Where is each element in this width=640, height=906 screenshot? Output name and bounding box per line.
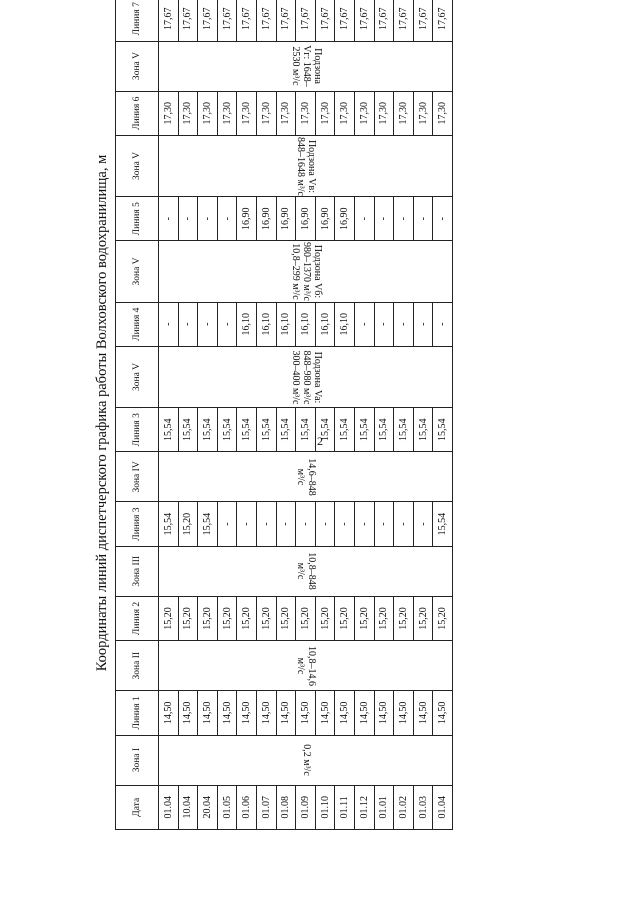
line-6-cell: 17,30 — [335, 91, 355, 135]
column-header: Линия 5 — [116, 197, 159, 241]
line-7-cell: 17,67 — [394, 0, 414, 41]
line-3a-cell: 15,20 — [178, 502, 198, 546]
line-4-cell: - — [354, 302, 374, 346]
line-3b-cell: 15,54 — [159, 408, 179, 452]
column-header: Зона V — [116, 346, 159, 407]
line-1-cell: 14,50 — [354, 691, 374, 735]
date-cell: 01.01 — [374, 785, 394, 829]
line-4-cell: - — [433, 302, 453, 346]
line-1-cell: 14,50 — [433, 691, 453, 735]
table-row — [354, 0, 374, 830]
line-4-cell: - — [159, 302, 179, 346]
line-5-cell: 16,90 — [237, 197, 257, 241]
table-row — [178, 0, 198, 830]
table-row — [374, 0, 394, 830]
date-cell: 01.02 — [394, 785, 414, 829]
date-cell: 01.10 — [315, 785, 335, 829]
line-3a-cell: - — [374, 502, 394, 546]
date-cell: 01.09 — [296, 785, 316, 829]
column-header: Линия 1 — [116, 691, 159, 735]
line-4-cell: 16,10 — [335, 302, 355, 346]
column-header: Зона V — [116, 241, 159, 302]
line-5-cell: 16,90 — [335, 197, 355, 241]
line-3b-cell: 15,54 — [256, 408, 276, 452]
rotated-content — [92, 0, 452, 830]
line-5-cell: - — [374, 197, 394, 241]
line-6-cell: 17,30 — [217, 91, 237, 135]
zone-2-cell: 10,8–14,6 м³/с — [159, 641, 453, 691]
date-cell: 10.04 — [178, 785, 198, 829]
date-cell: 01.08 — [276, 785, 296, 829]
line-3b-cell: 15,54 — [433, 408, 453, 452]
line-3a-cell: - — [217, 502, 237, 546]
line-3a-cell: - — [335, 502, 355, 546]
line-6-cell: 17,30 — [413, 91, 433, 135]
date-cell: 01.04 — [159, 785, 179, 829]
table-row — [296, 0, 316, 830]
line-2-cell: 15,20 — [178, 596, 198, 640]
line-5-cell: - — [433, 197, 453, 241]
line-6-cell: 17,30 — [159, 91, 179, 135]
table-row — [433, 0, 453, 830]
line-1-cell: 14,50 — [198, 691, 218, 735]
dispatch-schedule-table — [115, 0, 453, 830]
line-5-cell: 16,90 — [256, 197, 276, 241]
line-7-cell: 17,67 — [198, 0, 218, 41]
table-row — [198, 0, 218, 830]
line-2-cell: 15,20 — [256, 596, 276, 640]
line-7-cell: 17,67 — [413, 0, 433, 41]
line-3b-cell: 15,54 — [413, 408, 433, 452]
line-2-cell: 15,20 — [394, 596, 414, 640]
column-header: Линия 2 — [116, 596, 159, 640]
zone-5b-cell-line: 10,8–299 м³/с — [288, 243, 300, 300]
line-5-cell: 16,90 — [276, 197, 296, 241]
line-7-cell: 17,67 — [433, 0, 453, 41]
column-header: Дата — [116, 785, 159, 829]
table-row — [315, 0, 335, 830]
line-2-cell: 15,20 — [354, 596, 374, 640]
line-2-cell: 15,20 — [296, 596, 316, 640]
line-3b-cell: 15,54 — [217, 408, 237, 452]
zone-5b-cell — [159, 241, 453, 302]
table-row — [276, 0, 296, 830]
line-6-cell: 17,30 — [256, 91, 276, 135]
line-4-cell: - — [178, 302, 198, 346]
line-4-cell: 16,10 — [237, 302, 257, 346]
line-3b-cell: 15,54 — [354, 408, 374, 452]
line-4-cell: 16,10 — [315, 302, 335, 346]
line-7-cell: 17,67 — [178, 0, 198, 41]
line-5-cell: - — [217, 197, 237, 241]
column-header: Линия 3 — [116, 408, 159, 452]
line-6-cell: 17,30 — [354, 91, 374, 135]
table-row — [335, 0, 355, 830]
line-6-cell: 17,30 — [394, 91, 414, 135]
line-6-cell: 17,30 — [198, 91, 218, 135]
column-header: Линия 4 — [116, 302, 159, 346]
line-7-cell: 17,67 — [374, 0, 394, 41]
line-3b-cell: 15,54 — [394, 408, 414, 452]
column-header: Линия 6 — [116, 91, 159, 135]
line-1-cell: 14,50 — [413, 691, 433, 735]
date-cell: 01.06 — [237, 785, 257, 829]
line-1-cell: 14,50 — [296, 691, 316, 735]
line-2-cell: 15,20 — [159, 596, 179, 640]
line-3a-cell: - — [354, 502, 374, 546]
line-5-cell: - — [413, 197, 433, 241]
column-header: Зона III — [116, 546, 159, 596]
table-row — [256, 0, 276, 830]
line-6-cell: 17,30 — [296, 91, 316, 135]
line-3a-cell: - — [394, 502, 414, 546]
line-6-cell: 17,30 — [178, 91, 198, 135]
zone-5c-cell: Подзона Vв: 848–1648 м³/с — [159, 135, 453, 196]
line-3a-cell: 15,54 — [433, 502, 453, 546]
line-5-cell: - — [354, 197, 374, 241]
document-title: Координаты линий диспетчерского графика работы Волховского водохранилища, м — [94, 154, 110, 672]
line-3b-cell: 15,54 — [374, 408, 394, 452]
line-1-cell: 14,50 — [256, 691, 276, 735]
date-cell: 01.07 — [256, 785, 276, 829]
line-3a-cell: 15,54 — [198, 502, 218, 546]
line-2-cell: 15,20 — [374, 596, 394, 640]
line-2-cell: 15,20 — [335, 596, 355, 640]
line-3a-cell: - — [315, 502, 335, 546]
zone-4-cell: 14,6–848 м³/с — [159, 452, 453, 502]
line-1-cell: 14,50 — [237, 691, 257, 735]
line-2-cell: 15,20 — [315, 596, 335, 640]
zone-1-cell: 0,2 м³/с — [159, 735, 453, 785]
line-7-cell: 17,67 — [296, 0, 316, 41]
table-row — [394, 0, 414, 830]
date-cell: 20.04 — [198, 785, 218, 829]
line-5-cell: 16,90 — [315, 197, 335, 241]
zone-3-cell: 10,8–848 м³/с — [159, 546, 453, 596]
line-2-cell: 15,20 — [198, 596, 218, 640]
line-7-cell: 17,67 — [256, 0, 276, 41]
line-4-cell: - — [374, 302, 394, 346]
zone-5a-cell — [159, 346, 453, 407]
line-4-cell: - — [198, 302, 218, 346]
column-header: Зона IV — [116, 452, 159, 502]
zone-5b-cell-line: Подзона Vб: 980–1370 м³/с — [299, 241, 322, 301]
page-number: 2 — [317, 434, 323, 448]
date-cell: 01.11 — [335, 785, 355, 829]
line-1-cell: 14,50 — [159, 691, 179, 735]
line-3b-cell: 15,54 — [296, 408, 316, 452]
line-3b-cell: 15,54 — [178, 408, 198, 452]
line-7-cell: 17,67 — [217, 0, 237, 41]
line-4-cell: - — [413, 302, 433, 346]
line-3a-cell: - — [237, 502, 257, 546]
line-3b-cell: 15,54 — [335, 408, 355, 452]
line-1-cell: 14,50 — [315, 691, 335, 735]
line-3b-cell: 15,54 — [315, 408, 335, 452]
line-1-cell: 14,50 — [394, 691, 414, 735]
line-2-cell: 15,20 — [413, 596, 433, 640]
date-cell: 01.03 — [413, 785, 433, 829]
line-4-cell: 16,10 — [256, 302, 276, 346]
line-1-cell: 14,50 — [374, 691, 394, 735]
line-7-cell: 17,67 — [159, 0, 179, 41]
line-7-cell: 17,67 — [237, 0, 257, 41]
line-3b-cell: 15,54 — [276, 408, 296, 452]
line-5-cell: - — [178, 197, 198, 241]
line-6-cell: 17,30 — [276, 91, 296, 135]
zone-5a-cell-line: 300–400 м³/с — [288, 349, 300, 404]
table-row — [217, 0, 237, 830]
line-4-cell: - — [217, 302, 237, 346]
line-3a-cell: - — [276, 502, 296, 546]
line-5-cell: - — [394, 197, 414, 241]
line-1-cell: 14,50 — [335, 691, 355, 735]
line-7-cell: 17,67 — [354, 0, 374, 41]
line-2-cell: 15,20 — [237, 596, 257, 640]
column-header: Зона II — [116, 641, 159, 691]
line-1-cell: 14,50 — [217, 691, 237, 735]
line-2-cell: 15,20 — [217, 596, 237, 640]
table-row — [237, 0, 257, 830]
line-1-cell: 14,50 — [178, 691, 198, 735]
line-7-cell: 17,67 — [315, 0, 335, 41]
line-1-cell: 14,50 — [276, 691, 296, 735]
line-6-cell: 17,30 — [374, 91, 394, 135]
date-cell: 01.12 — [354, 785, 374, 829]
zone-5d-cell: Подзона Vг: 1648–2530 м³/с — [159, 41, 453, 91]
line-4-cell: - — [394, 302, 414, 346]
date-cell: 01.04 — [433, 785, 453, 829]
line-7-cell: 17,67 — [276, 0, 296, 41]
line-4-cell: 16,10 — [276, 302, 296, 346]
column-header: Зона V — [116, 41, 159, 91]
zone-5a-cell-line: Подзона Va: 848–980 м³/с — [299, 349, 322, 404]
line-5-cell: - — [159, 197, 179, 241]
line-5-cell: 16,90 — [296, 197, 316, 241]
line-3b-cell: 15,54 — [198, 408, 218, 452]
date-cell: 01.05 — [217, 785, 237, 829]
line-6-cell: 17,30 — [237, 91, 257, 135]
line-3a-cell: - — [256, 502, 276, 546]
line-3b-cell: 15,54 — [237, 408, 257, 452]
line-5-cell: - — [198, 197, 218, 241]
line-4-cell: 16,10 — [296, 302, 316, 346]
line-3a-cell: - — [413, 502, 433, 546]
line-3a-cell: - — [296, 502, 316, 546]
line-2-cell: 15,20 — [276, 596, 296, 640]
table-row — [159, 0, 179, 830]
column-header: Линия 3 — [116, 502, 159, 546]
column-header: Зона I — [116, 735, 159, 785]
line-7-cell: 17,67 — [335, 0, 355, 41]
column-header: Линия 7 — [116, 0, 159, 41]
column-header: Зона V — [116, 135, 159, 196]
line-3a-cell: 15,54 — [159, 502, 179, 546]
line-6-cell: 17,30 — [315, 91, 335, 135]
table-row — [413, 0, 433, 830]
line-6-cell: 17,30 — [433, 91, 453, 135]
line-2-cell: 15,20 — [433, 596, 453, 640]
